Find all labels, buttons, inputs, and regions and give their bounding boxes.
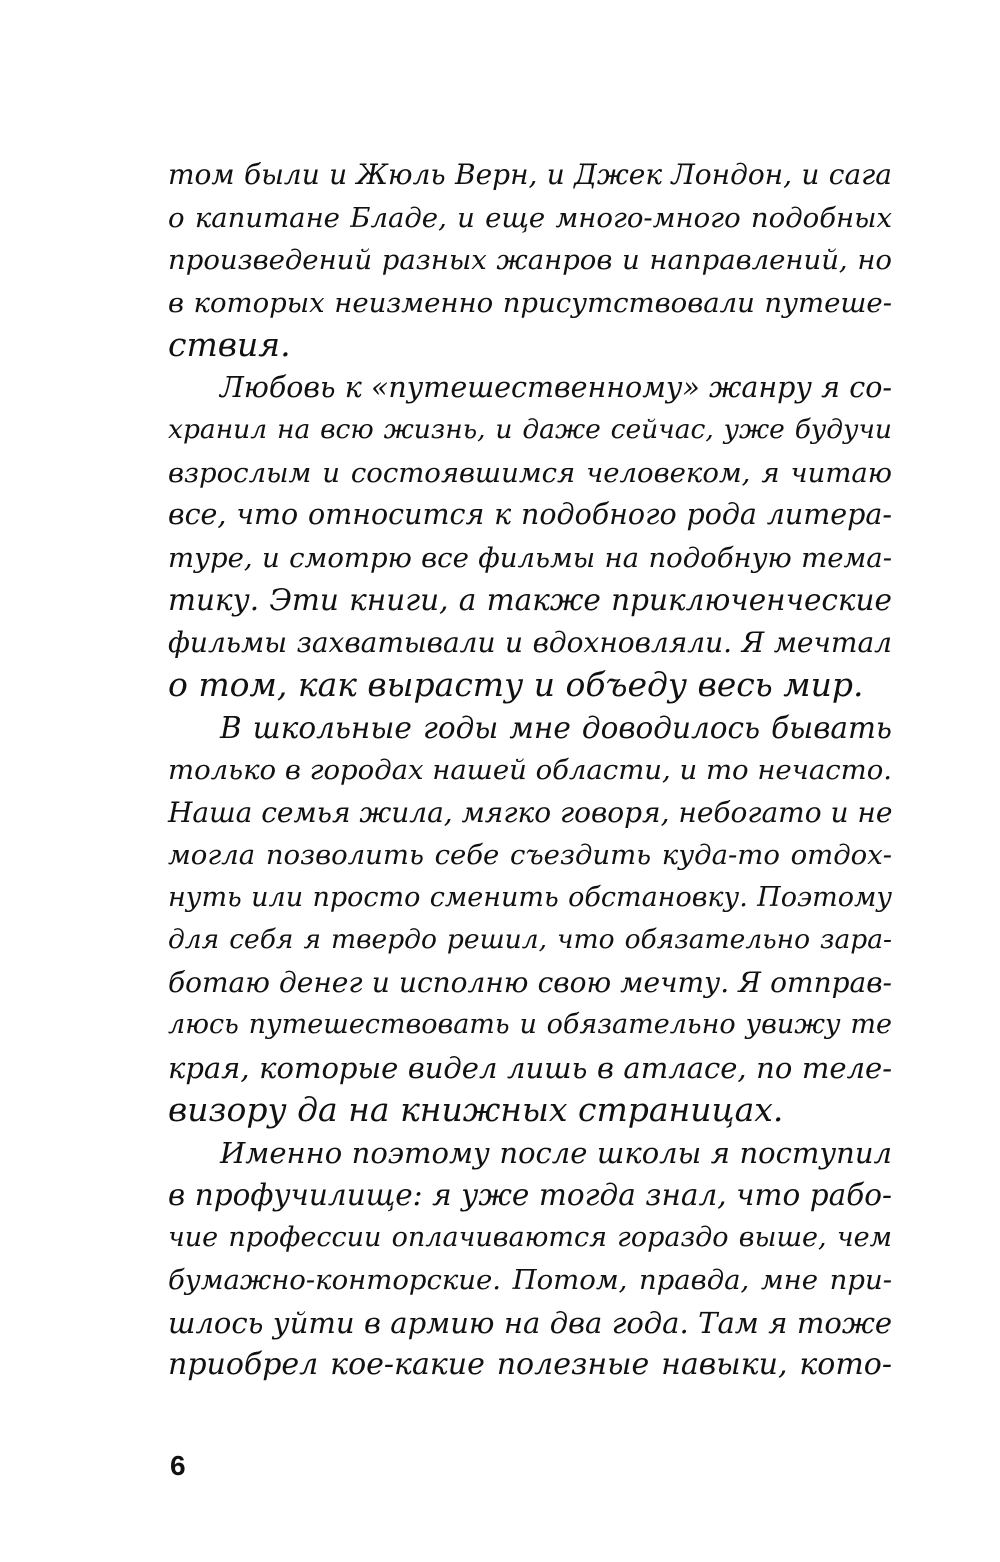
paragraph <box>168 707 892 1132</box>
text-line: чие профессии оплачиваются гораздо выше, чем <box>168 1221 892 1253</box>
paragraph <box>168 367 892 707</box>
text-line: ботаю денег и исполню свою мечту. Я отправ- <box>168 965 892 999</box>
text-line: люсь путешествовать и обязательно увижу те <box>168 1009 892 1040</box>
text-line: все, что относится к подобного рода литера- <box>168 498 892 531</box>
text-line: для себя я твердо решил, что обязательно зара- <box>168 924 892 955</box>
text-line: взрослым и состоявшимся человеком, я читаю <box>168 456 892 489</box>
paragraph <box>168 1132 892 1387</box>
text-line: в профучилище: я уже тогда знал, что рабо- <box>168 1178 892 1212</box>
text-line: могла позволить себе съездить куда-то отдох- <box>168 839 892 871</box>
text-line: тику. Эти книги, а также приключенческие <box>168 583 892 617</box>
text-line: произведений разных жанров и направлений, но <box>168 244 892 276</box>
text-line: нуть или просто сменить обстановку. Поэтому <box>168 881 892 913</box>
text-line: Любовь к «путешественному» жанру я со- <box>220 370 892 404</box>
text-line: визору да на книжных страницах. <box>168 1090 784 1129</box>
text-line: туре, и смотрю все фильмы на подобную тема- <box>168 541 892 574</box>
text-line: том были и Жюль Верн, и Джек Лондон, и сага <box>168 158 892 191</box>
text-line: только в городах нашей области, и то нечасто. <box>168 754 892 786</box>
paragraph <box>168 154 892 367</box>
text-line: края, которые видел лишь в атласе, по теле- <box>168 1050 892 1085</box>
body-text <box>168 154 892 1387</box>
text-line: Наша семья жила, мягко говоря, небогато и не <box>168 795 893 829</box>
text-line: Именно поэтому после школы я поступил <box>220 1135 892 1170</box>
text-line: фильмы захватывали и вдохновляли. Я мечтал <box>168 625 892 659</box>
text-line: шлось уйти в армию на два года. Там я тоже <box>168 1305 892 1340</box>
text-line: о капитане Бладе, и еще много-много подобных <box>168 201 892 234</box>
text-line: в которых неизменно присутствовали путеше- <box>168 286 892 319</box>
text-line: приобрел кое-какие полезные навыки, кото- <box>168 1347 892 1382</box>
text-line: хранил на всю жизнь, и даже сейчас, уже будучи <box>168 414 892 445</box>
page-number: 6 <box>170 1450 186 1481</box>
text-line: ствия. <box>168 325 291 364</box>
text-line: В школьные годы мне доводилось бывать <box>220 710 892 745</box>
text-line: бумажно-конторские. Потом, правда, мне при- <box>168 1264 892 1296</box>
text-line: о том, как вырасту и объеду весь мир. <box>168 665 864 704</box>
